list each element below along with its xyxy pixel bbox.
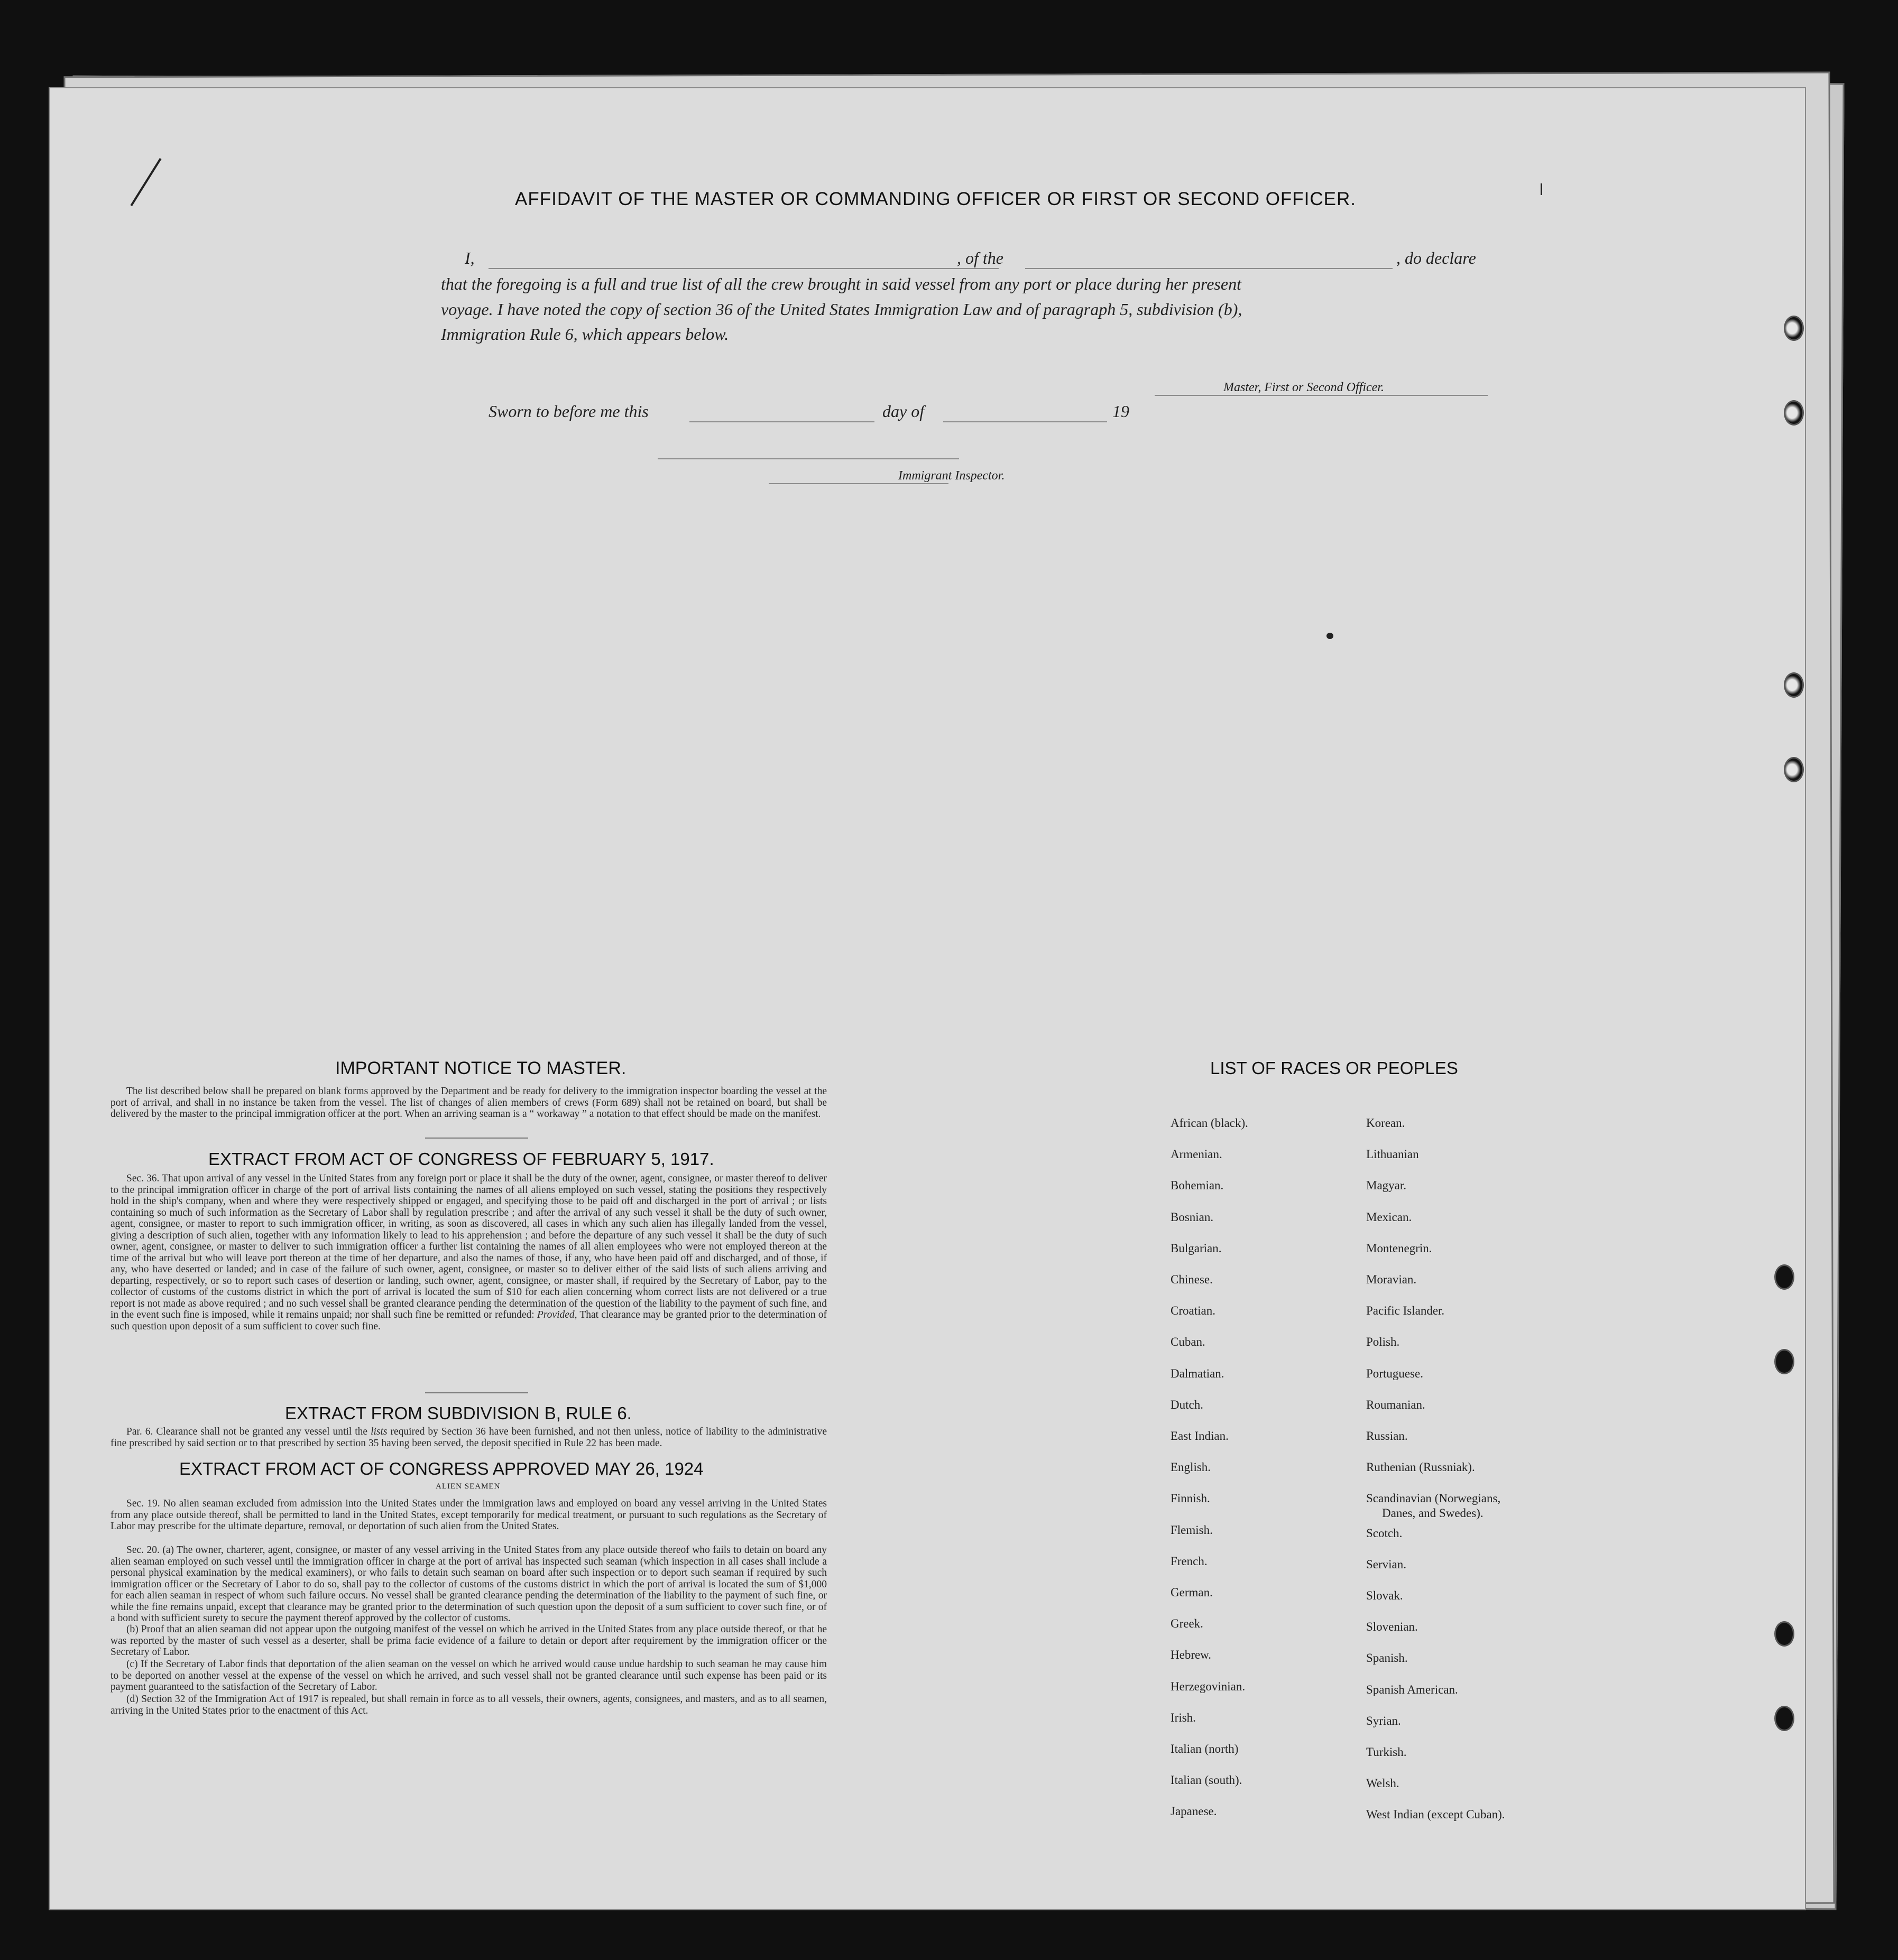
race-item: Servian. bbox=[1366, 1557, 1407, 1571]
vessel-blank bbox=[1025, 268, 1393, 269]
sec-20b-text: (b) Proof that an alien seaman did not appear upon the outgoing manifest of the vessel on which he arrived in the United States from any place outside thereof, or that he was reported by the master of such vessel as a deserter, shall be prima facie evidence of a failure to detain or deport after requirement by the immigration officer or the Secretary of Labor. bbox=[110, 1624, 827, 1658]
binder-hole bbox=[1774, 1621, 1794, 1647]
sec-20c-text: (c) If the Secretary of Labor finds that deportation of the alien seaman on the vessel on which he arrived would cause undue hardship to such seaman he may cause him to be deported on another vessel at the expense of the vessel on which he arrived, and such vessel shall not be granted clearance until such expense has been paid or its payment guaranteed to the satisfaction of the Secretary of Labor. bbox=[110, 1659, 827, 1693]
binder-hole bbox=[1784, 316, 1804, 341]
affidavit-i: I, bbox=[465, 248, 475, 267]
name-blank bbox=[489, 268, 999, 269]
race-item: Finnish. bbox=[1171, 1492, 1210, 1505]
race-item: Danes, and Swedes). bbox=[1382, 1506, 1484, 1520]
alien-seamen-subtitle: ALIEN SEAMEN bbox=[436, 1482, 501, 1491]
race-item: Irish. bbox=[1171, 1711, 1196, 1724]
sworn-label: Sworn to before me this bbox=[489, 402, 649, 421]
race-item: Scotch. bbox=[1366, 1526, 1403, 1540]
binder-hole bbox=[1784, 757, 1804, 782]
race-item: Slovak. bbox=[1366, 1589, 1403, 1602]
divider bbox=[425, 1392, 528, 1393]
race-item: Mexican. bbox=[1366, 1210, 1412, 1224]
sec-19-text: Sec. 19. No alien seaman excluded from admission into the United States under the immigration laws and employed on board any vessel arriving in the United States from any place outside thereof, shall be permitted to land in the United States, except temporarily for medical treatment, or pursuant to such regulations as the Secretary of Labor may prescribe for the ultimate departure, removal, or deportation of such alien from the United States. bbox=[110, 1498, 827, 1532]
race-item: Scandinavian (Norwegians, bbox=[1366, 1492, 1501, 1505]
race-item: Flemish. bbox=[1171, 1523, 1213, 1537]
sec-20d-text: (d) Section 32 of the Immigration Act of 1917 is repealed, but shall remain in force as to all vessels, their owners, agents, consignees, and masters, and as to all seamen, arriving in the United States prior to the enactment of this Act. bbox=[110, 1694, 827, 1716]
races-title: LIST OF RACES OR PEOPLES bbox=[1210, 1058, 1458, 1078]
race-item: Croatian. bbox=[1171, 1304, 1215, 1318]
extract-1924-title: EXTRACT FROM ACT OF CONGRESS APPROVED MAY 26, 1924 bbox=[179, 1459, 704, 1478]
race-item: Bulgarian. bbox=[1171, 1241, 1222, 1255]
race-item: Montenegrin. bbox=[1366, 1241, 1432, 1255]
extract-rule6-text: Par. 6. Clearance shall not be granted any vessel until the lists required by Section 36 have been furnished, and not then unless, notice of liability to the administrative fine prescribed by said section or to that prescribed by section 35 having been served, the deposit specified in Rule 22 has been made. bbox=[110, 1426, 827, 1449]
month-blank bbox=[943, 421, 1107, 422]
race-item: East Indian. bbox=[1171, 1429, 1229, 1443]
race-item: Cuban. bbox=[1171, 1335, 1205, 1349]
binder-hole bbox=[1774, 1349, 1794, 1374]
race-item: Herzegovinian. bbox=[1171, 1679, 1246, 1693]
race-item: English. bbox=[1171, 1460, 1211, 1474]
inspector-caption: Immigrant Inspector. bbox=[898, 469, 1005, 483]
race-item: Armenian. bbox=[1171, 1148, 1222, 1161]
ink-spot bbox=[1326, 633, 1333, 639]
ink-tick bbox=[1541, 183, 1542, 195]
race-item: Polish. bbox=[1366, 1335, 1400, 1349]
race-item: Chinese. bbox=[1171, 1273, 1213, 1286]
binder-hole bbox=[1784, 400, 1804, 426]
binder-hole bbox=[1784, 672, 1804, 698]
year-prefix: 19 bbox=[1112, 402, 1129, 421]
race-item: Dalmatian. bbox=[1171, 1366, 1224, 1380]
race-item: Russian. bbox=[1366, 1429, 1408, 1443]
race-item: Lithuanian bbox=[1366, 1148, 1419, 1161]
race-item: Korean. bbox=[1366, 1116, 1405, 1130]
notice-text: The list described below shall be prepared on blank forms approved by the Department and be ready for delivery to the immigration inspector boarding the vessel at the port of arrival, and shall in no instance be taken from the vessel. The list of changes of alien members of crews (Form 689) shall not be retained on board, but shall be delivered by the master to the principal immigration officer at the port. When an arriving seaman is a “ workaway ” a notation to that effect should be made on the manifest. bbox=[110, 1086, 827, 1120]
binder-hole bbox=[1774, 1706, 1794, 1731]
race-item: Greek. bbox=[1171, 1617, 1203, 1631]
race-item: German. bbox=[1171, 1586, 1213, 1599]
race-item: Pacific Islander. bbox=[1366, 1304, 1445, 1318]
affidavit-line-3: voyage. I have noted the copy of section 36 of the United States Immigration Law and of paragraph 5, subdivision (b), bbox=[441, 300, 1242, 319]
race-item: Slovenian. bbox=[1366, 1620, 1418, 1634]
divider bbox=[425, 1138, 528, 1139]
race-item: Welsh. bbox=[1366, 1777, 1399, 1790]
affidavit-declare: , do declare bbox=[1396, 248, 1476, 267]
race-item: West Indian (except Cuban). bbox=[1366, 1808, 1505, 1822]
race-item: French. bbox=[1171, 1554, 1208, 1568]
race-item: Roumanian. bbox=[1366, 1398, 1425, 1411]
extract-1917-title: EXTRACT FROM ACT OF CONGRESS OF FEBRUARY 5, 1917. bbox=[208, 1149, 714, 1169]
race-item: Magyar. bbox=[1366, 1179, 1407, 1192]
race-item: Hebrew. bbox=[1171, 1648, 1212, 1662]
notice-title: IMPORTANT NOTICE TO MASTER. bbox=[335, 1058, 626, 1078]
race-item: Turkish. bbox=[1366, 1745, 1407, 1759]
notary-line bbox=[658, 458, 959, 459]
race-item: Bohemian. bbox=[1171, 1179, 1224, 1192]
day-blank bbox=[689, 421, 874, 422]
affidavit-of-the: , of the bbox=[955, 248, 1006, 268]
signature-line bbox=[1155, 395, 1488, 396]
inspector-line bbox=[769, 483, 948, 484]
race-item: African (black). bbox=[1171, 1116, 1248, 1130]
race-item: Syrian. bbox=[1366, 1714, 1401, 1727]
extract-rule6-title: EXTRACT FROM SUBDIVISION B, RULE 6. bbox=[285, 1403, 632, 1423]
extract-1917-text: Sec. 36. That upon arrival of any vessel in the United States from any foreign port or place it shall be the duty of the owner, agent, consignee, or master thereof to deliver to the principal immigration officer in charge of the port of arrival lists containing the names of all aliens employed on such vessel, stating the positions they respectively hold in the ship's company, when and where they were respectively shipped or engaged, and specifying those to be paid off and discharged in the port of arrival ; or lists containing so much of such information as the Secretary of Labor shall by regulation prescribe ; and after the arrival of any such vessel it shall be the duty of such owner, agent, consignee, or master to report to such immigration officer, in writing, as soon as discovered, all cases in which any such alien has illegally landed from the vessel, giving a description of such alien, together with any information likely to lead to his apprehension ; and before the departure of any such vessel it shall be the duty of such owner, agent, consignee, or master to deliver to such immigration officer a further list containing the names of all alien employees who were not employed thereon at the time of the arrival but who will leave port thereon at the time of her departure, and also the names of those, if any, who have been paid off and discharged, and of those, if any, who have deserted or landed; and in case of the failure of such owner, agent, consignee, or master so to deliver either of the said lists of such aliens arriving and departing, respectively, or so to report such cases of desertion or landing, such owner, agent, consignee, or master shall, if required by the Secretary of Labor, pay to the collector of customs of the customs district in which the port of arrival is located the sum of $10 for each alien concerning whom correct lists are not delivered or a true report is not made as above required ; and no such vessel shall be granted clearance pending the determination of the question of the liability to the payment of such fine, and in the event such fine is imposed, while it remains unpaid; nor shall such fine be remitted or refunded: Provided, That clearance may be granted prior to the determination of such question upon deposit of a sum sufficient to cover such fine. bbox=[110, 1173, 827, 1332]
binder-hole bbox=[1774, 1264, 1794, 1290]
race-item: Italian (south). bbox=[1171, 1773, 1242, 1787]
sec-20a-text: Sec. 20. (a) The owner, charterer, agent, consignee, or master of any vessel arriving in the United States from any place outside thereof who fails to detain on board any alien seaman employed on such vessel until the immigration officer in charge at the port of arrival has inspected such seaman (which inspection in all cases shall include a personal physical examination by the medical examiners), or who fails to detain such seaman on board after such inspection or to deport such seaman if required by such immigration officer or the Secretary of Labor to do so, shall pay to the collector of customs of the customs district in which the port of arrival is located the sum of $1,000 for each alien seaman in respect of whom such failure occurs. No vessel shall be granted clearance pending the determination of the liability to the payment of such fine, or while the fine remains unpaid, except that clearance may be granted prior to the determination of such question upon the deposit of a sum sufficient to cover such fine, or of a bond with sufficient surety to secure the payment thereof approved by the collector of customs. bbox=[110, 1545, 827, 1624]
document-page bbox=[49, 87, 1806, 1910]
day-of-label: day of bbox=[882, 402, 925, 421]
signature-caption: Master, First or Second Officer. bbox=[1223, 381, 1384, 394]
race-item: Ruthenian (Russniak). bbox=[1366, 1460, 1475, 1474]
race-item: Spanish. bbox=[1366, 1651, 1408, 1665]
race-item: Dutch. bbox=[1171, 1398, 1203, 1411]
race-item: Spanish American. bbox=[1366, 1682, 1458, 1696]
race-item: Italian (north) bbox=[1171, 1742, 1239, 1755]
affidavit-line-2: that the foregoing is a full and true list of all the crew brought in said vessel from any port or place during her present bbox=[441, 274, 1241, 293]
race-item: Moravian. bbox=[1366, 1273, 1417, 1286]
affidavit-title: AFFIDAVIT OF THE MASTER OR COMMANDING OFFICER OR FIRST OR SECOND OFFICER. bbox=[515, 189, 1357, 209]
pen-mark bbox=[130, 158, 161, 206]
race-item: Bosnian. bbox=[1171, 1210, 1214, 1224]
race-item: Portuguese. bbox=[1366, 1366, 1423, 1380]
race-item: Japanese. bbox=[1171, 1805, 1217, 1818]
affidavit-line-4: Immigration Rule 6, which appears below. bbox=[441, 325, 729, 344]
